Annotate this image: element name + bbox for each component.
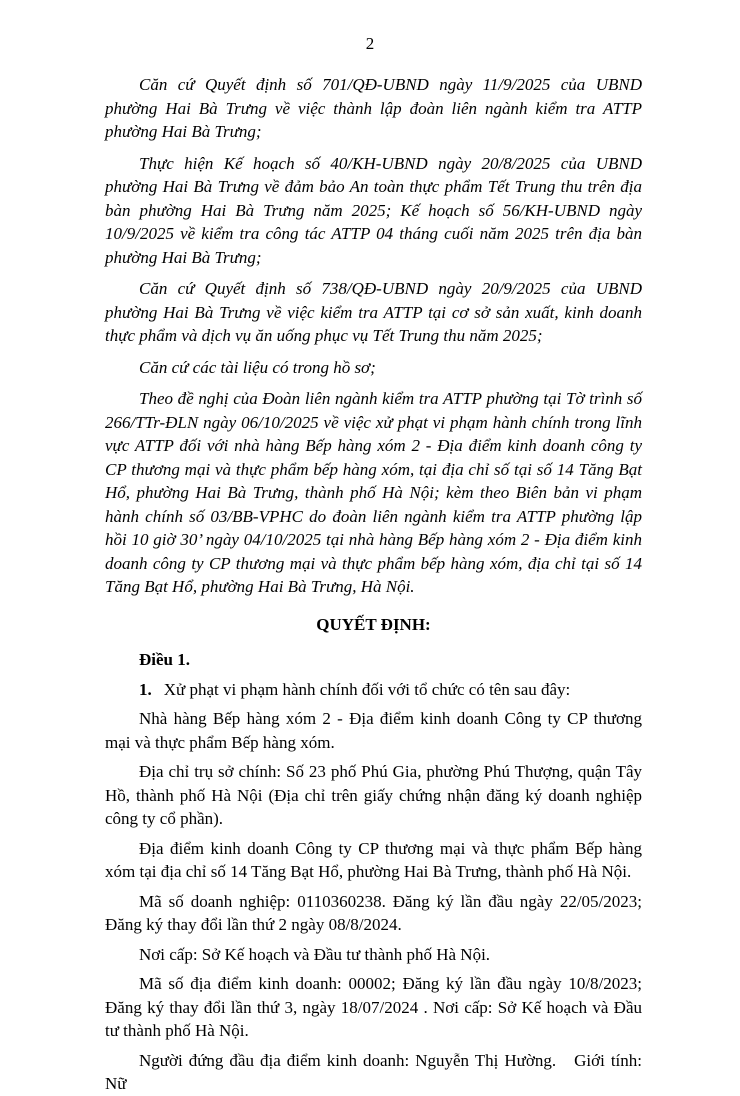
preamble-paragraph: Thực hiện Kế hoạch số 40/KH-UBND ngày 20/8/2025 của UBND phường Hai Bà Trưng về đảm bảo An toàn thực phẩm Tết Trung thu trên địa bàn phường Hai Bà Trưng năm 2025; Kế hoạch số 56/KH-UBND ngày 10/9/2025 về kiểm tra công tác ATTP 04 tháng cuối năm 2025 trên địa bàn phường Hai Bà Trưng; [105,153,642,267]
preamble-paragraph: Theo đề nghị của Đoàn liên ngành kiểm tra ATTP phường tại Tờ trình số 266/TTr-ĐLN ngày 06/10/2025 về việc xử phạt vi phạm hành chính trong lĩnh vực ATTP đối với nhà hàng Bếp hàng xóm 2 - Địa điểm kinh doanh công ty CP thương mại và thực phẩm bếp hàng xóm, tại địa chỉ số tại số 14 Tăng Bạt Hổ, phường Hai Bà Trưng, thành phố Hà Nội; kèm theo Biên bản vi phạm hành chính số 03/BB-VPHC do đoàn liên ngành kiểm tra ATTP phường lập hồi 10 giờ 30’ ngày 04/10/2025 tại nhà hàng Bếp hàng xóm 2 - Địa điểm kinh doanh công ty CP thương mại và thực phẩm bếp hàng xóm, địa chỉ tại số 14 Tăng Bạt Hổ, phường Hai Bà Trưng, Hà Nội. [105,389,642,596]
preamble-paragraph: Căn cứ các tài liệu có trong hồ sơ; [139,357,376,377]
clause-1 [105,678,642,702]
preamble-paragraph: Căn cứ Quyết định số 738/QĐ-UBND ngày 20/9/2025 của UBND phường Hai Bà Trưng về việc kiểm tra ATTP tại cơ sở sản xuất, kinh doanh thực phẩm và dịch vụ ăn uống phục vụ Tết Trung thu năm 2025; [105,279,642,345]
decision-heading: QUYẾT ĐỊNH: [316,614,431,634]
detail-paragraph: Nơi cấp: Sở Kế hoạch và Đầu tư thành phố Hà Nội. [139,944,491,964]
detail-paragraph: Mã số doanh nghiệp: 0110360238. Đăng ký lần đầu ngày 22/05/2023; Đăng ký thay đổi lần thứ 2 ngày 08/8/2024. [105,891,642,934]
detail-paragraph: Địa chỉ trụ sở chính: Số 23 phố Phú Gia, phường Phú Thượng, quận Tây Hồ, thành phố Hà Nội (Địa chỉ trên giấy chứng nhận đăng ký doanh nghiệp công ty cổ phần). [105,762,642,828]
clause-text: Xử phạt vi phạm hành chính đối với tổ chức có tên sau đây: [163,679,571,699]
detail-paragraph: Địa điểm kinh doanh Công ty CP thương mại và thực phẩm Bếp hàng xóm tại địa chỉ số 14 Tăng Bạt Hổ, phường Hai Bà Trưng, thành phố Hà Nội. [105,838,642,881]
article-title: Điều 1. [139,650,190,669]
page-number: 2 [365,34,375,53]
clause-number: 1. [139,679,152,699]
detail-paragraph: Mã số địa điểm kinh doanh: 00002; Đăng ký lần đầu ngày 10/8/2023; Đăng ký thay đổi lần thứ 3, ngày 18/07/2024 . Nơi cấp: Sở Kế hoạch và Đầu tư thành phố Hà Nội. [105,974,642,1040]
preamble-paragraph: Căn cứ Quyết định số 701/QĐ-UBND ngày 11/9/2025 của UBND phường Hai Bà Trưng về việc thành lập đoàn liên ngành kiểm tra ATTP phường Hai Bà Trưng; [105,75,642,141]
document-body [105,73,647,1096]
detail-paragraph: Nhà hàng Bếp hàng xóm 2 - Địa điểm kinh doanh Công ty CP thương mại và thực phẩm Bếp hàng xóm. [105,709,642,752]
detail-paragraph: Người đứng đầu địa điểm kinh doanh: Nguyễn Thị Hường. Giới tính: Nữ [105,1050,647,1093]
